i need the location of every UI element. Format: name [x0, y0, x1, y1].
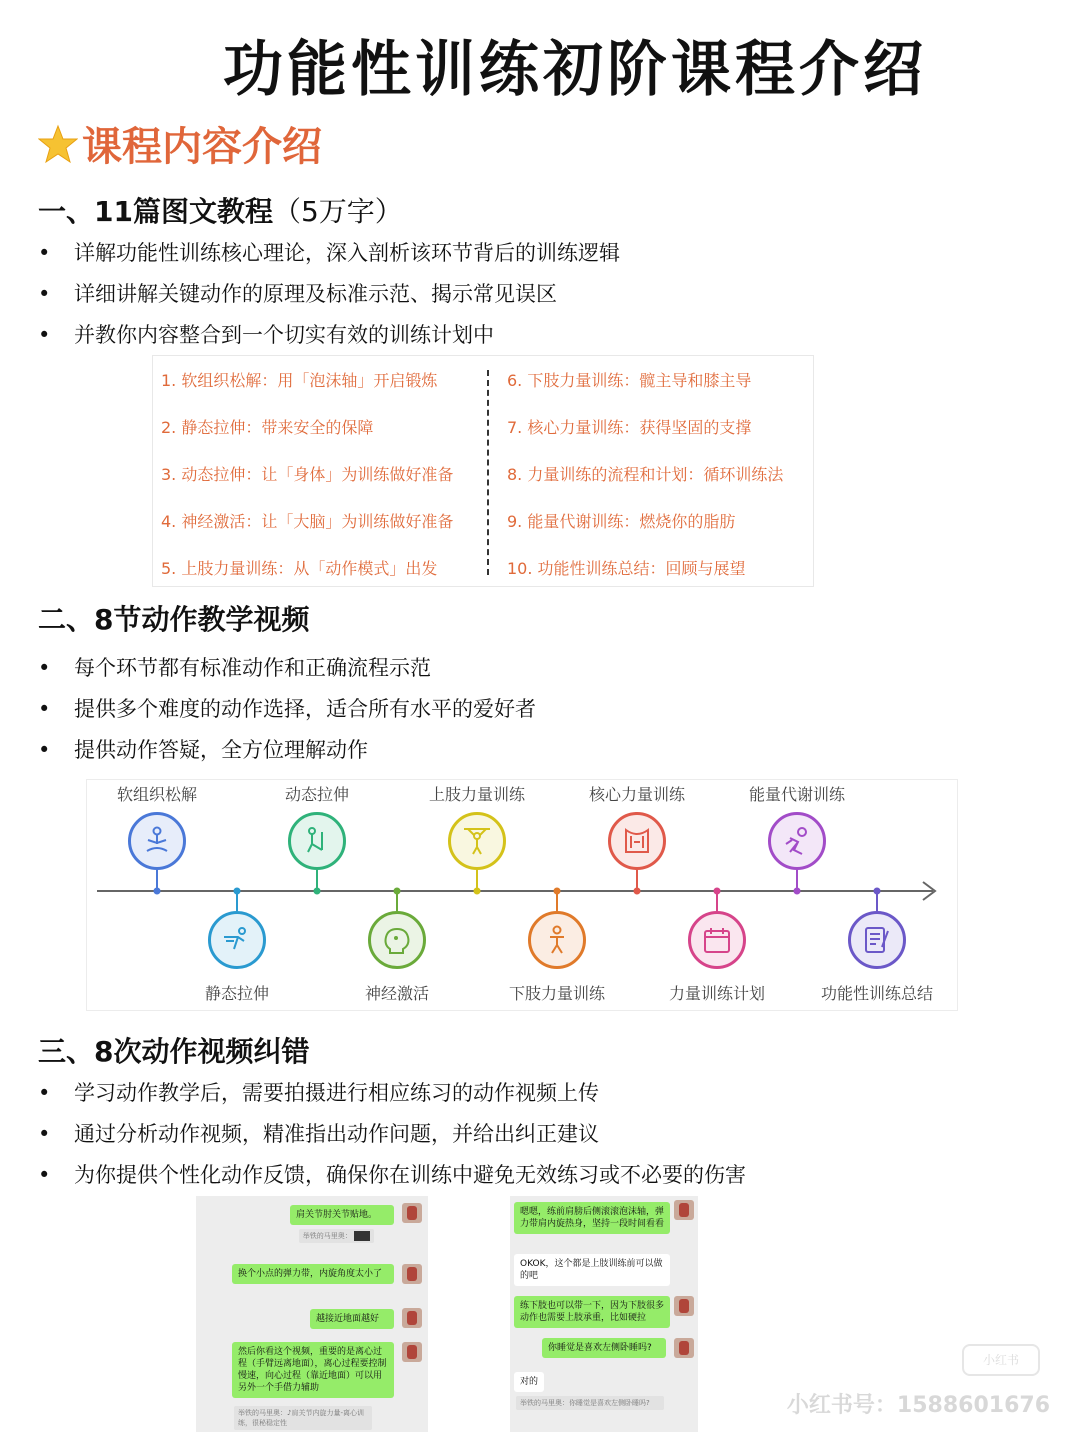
timeline-label: 力量训练计划 [668, 984, 766, 1003]
article-list [152, 355, 814, 587]
running-icon [780, 824, 814, 858]
star-icon [38, 124, 78, 164]
list-item: • 提供多个难度的动作选择，适合所有水平的爱好者 [38, 697, 536, 721]
article-item: 8. 力量训练的流程和计划：循环训练法 [507, 465, 784, 484]
section1-heading [38, 190, 403, 230]
timeline-label: 软组织松解 [116, 785, 198, 804]
article-item: 5. 上肢力量训练：从「动作模式」出发 [161, 559, 438, 578]
brain-icon [380, 923, 414, 957]
timeline-node [528, 911, 586, 969]
timeline-axis [87, 780, 957, 1010]
quoted-message: 举铁的马里奥：你睡觉是喜欢左侧卧睡吗? [516, 1396, 664, 1410]
chat-message: 换个小点的弹力带，内旋角度太小了 [232, 1264, 394, 1284]
timeline-node [688, 911, 746, 969]
article-item: 7. 核心力量训练：获得坚固的支撑 [507, 418, 752, 437]
section2-bullets [38, 648, 536, 771]
chat-message: 然后你看这个视频，重要的是离心过程（手臂远离地面），离心过程要控制慢速，向心过程（靠近地面）可以用另外一个手借力辅助 [232, 1342, 394, 1398]
video-thumbnail [354, 1231, 370, 1241]
timeline-dot [874, 888, 881, 895]
person-icon [540, 923, 574, 957]
section1-bullets [38, 233, 620, 356]
avatar [402, 1203, 422, 1223]
article-item: 9. 能量代谢训练：燃烧你的脂肪 [507, 512, 736, 531]
timeline-dot [554, 888, 561, 895]
chat-message: 越接近地面越好 [310, 1309, 394, 1329]
list-item: • 并教你内容整合到一个切实有效的训练计划中 [38, 323, 494, 347]
article-list-right [507, 359, 783, 594]
timeline-dot [474, 888, 481, 895]
article-item: 4. 神经激活：让「大脑」为训练做好准备 [161, 512, 454, 531]
list-divider [487, 370, 489, 575]
list-item: • 每个环节都有标准动作和正确流程示范 [38, 656, 431, 680]
list-item: • 详解功能性训练核心理论，深入剖析该环节背后的训练逻辑 [38, 241, 620, 265]
torso-icon [620, 824, 654, 858]
list-item: • 学习动作教学后，需要拍摄进行相应练习的动作视频上传 [38, 1081, 599, 1105]
page-title: 功能性训练初阶课程介绍 [223, 35, 927, 105]
timeline-node [608, 812, 666, 870]
timeline-node [368, 911, 426, 969]
section3-bullets [38, 1073, 746, 1196]
article-item: 3. 动态拉伸：让「身体」为训练做好准备 [161, 465, 454, 484]
timeline-node [448, 812, 506, 870]
notes-icon [860, 923, 894, 957]
timeline-label: 功能性训练总结 [820, 984, 934, 1003]
article-item: 6. 下肢力量训练：髋主导和膝主导 [507, 371, 752, 390]
timeline-node [288, 812, 346, 870]
timeline-label: 静态拉伸 [204, 984, 270, 1003]
avatar [674, 1296, 694, 1316]
list-item: • 为你提供个性化动作反馈，确保你在训练中避免无效练习或不必要的伤害 [38, 1163, 746, 1187]
calendar-icon [700, 923, 734, 957]
avatar [674, 1338, 694, 1358]
article-item: 10. 功能性训练总结：回顾与展望 [507, 559, 746, 578]
quoted-message: 举铁的马里奥： [299, 1229, 374, 1243]
avatar [674, 1200, 694, 1220]
stretch-icon [300, 824, 334, 858]
watermark-logo: 小红书 [962, 1344, 1040, 1376]
chat-message: OKOK，这个都是上肢训练前可以做的吧 [514, 1254, 670, 1286]
chat-message: 嗯嗯，练前肩膀后侧滚滚泡沫轴，弹力带肩内旋热身，坚持一段时间看看 [514, 1202, 670, 1234]
chat-message: 对的 [514, 1372, 544, 1392]
watermark-id: 小红书号：1588601676 [786, 1393, 1050, 1418]
timeline-node [848, 911, 906, 969]
intro-heading [38, 115, 322, 172]
timeline-label: 下肢力量训练 [508, 984, 606, 1003]
video-timeline [86, 779, 958, 1011]
section1-heading-light: （5万字） [272, 195, 403, 228]
section2-heading: 二、8节动作教学视频 [38, 603, 310, 636]
timeline-label: 核心力量训练 [588, 785, 686, 804]
timeline-dot [314, 888, 321, 895]
timeline-dot [154, 888, 161, 895]
article-item: 1. 软组织松解：用「泡沫轴」开启锻炼 [161, 371, 438, 390]
timeline-label: 上肢力量训练 [428, 785, 526, 804]
article-item: 2. 静态拉伸：带来安全的保障 [161, 418, 374, 437]
timeline-node [768, 812, 826, 870]
avatar [402, 1264, 422, 1284]
static-stretch-icon [220, 923, 254, 957]
timeline-dot [634, 888, 641, 895]
avatar [402, 1308, 422, 1328]
timeline-node [128, 812, 186, 870]
timeline-dot [234, 888, 241, 895]
timeline-label: 动态拉伸 [284, 785, 350, 804]
timeline-label: 神经激活 [364, 984, 430, 1003]
intro-heading-text: 课程内容介绍 [82, 124, 322, 170]
section3-heading: 三、8次动作视频纠错 [38, 1035, 310, 1068]
timeline-dot [394, 888, 401, 895]
timeline-node [208, 911, 266, 969]
section1-heading-bold: 一、11篇图文教程 [38, 195, 273, 228]
timeline-label: 能量代谢训练 [748, 785, 846, 804]
chat-message: 你睡觉是喜欢左侧卧睡吗? [542, 1338, 666, 1358]
timeline-dot [794, 888, 801, 895]
list-item: • 提供动作答疑，全方位理解动作 [38, 738, 368, 762]
article-list-left [161, 359, 453, 594]
chat-screenshot-right [510, 1196, 698, 1432]
weightlifting-icon [460, 824, 494, 858]
chat-message: 练下肢也可以带一下，因为下肢很多动作也需要上肢承重，比如硬拉 [514, 1296, 670, 1328]
timeline-dot [714, 888, 721, 895]
chat-screenshot-left [196, 1196, 428, 1432]
meditation-icon [140, 824, 174, 858]
quoted-message: 举铁的马里奥：♪肩关节内旋力量-离心训练，很秘稳定性 [234, 1406, 372, 1430]
list-item: • 通过分析动作视频，精准指出动作问题，并给出纠正建议 [38, 1122, 599, 1146]
list-item: • 详细讲解关键动作的原理及标准示范、揭示常见误区 [38, 282, 557, 306]
avatar [402, 1342, 422, 1362]
chat-message: 肩关节肘关节贴地。 [290, 1205, 394, 1225]
